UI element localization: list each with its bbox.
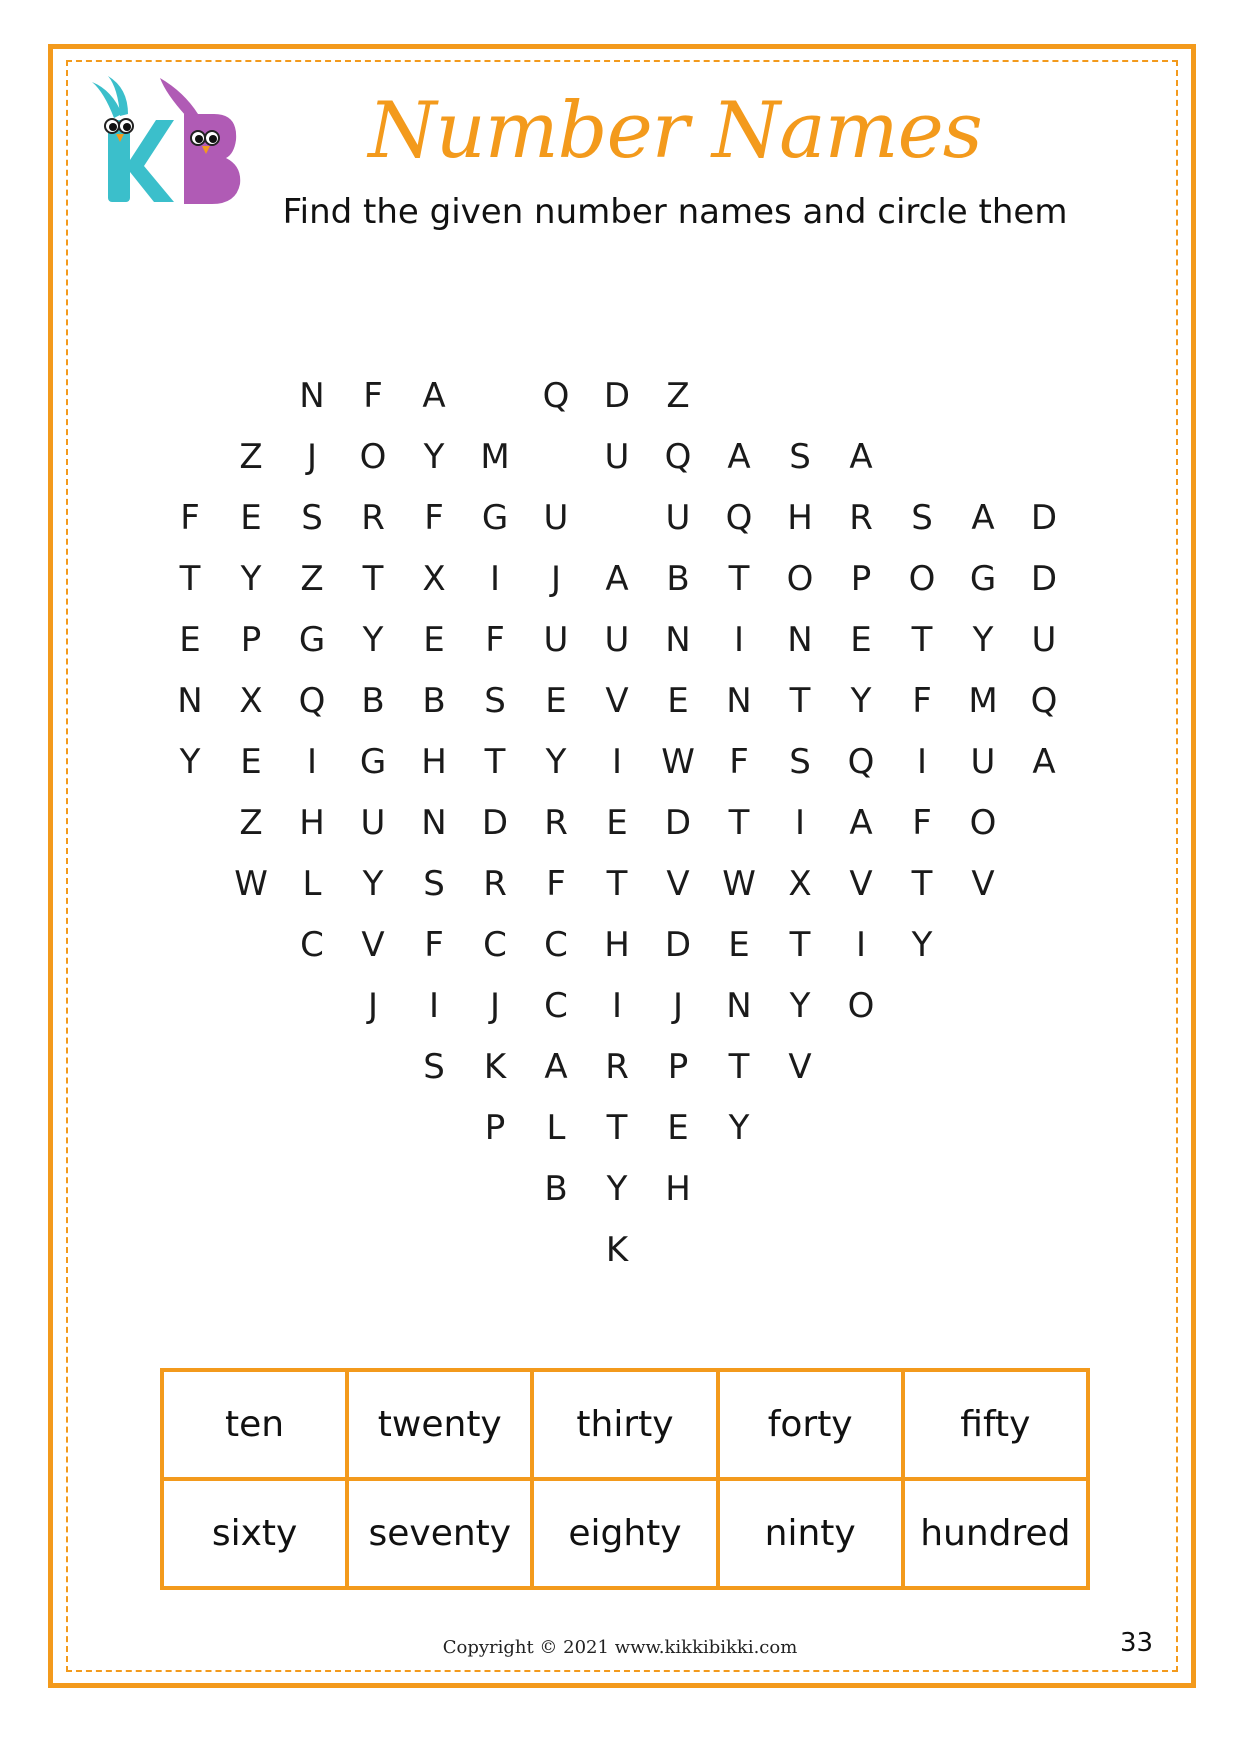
grid-letter: Q [298,681,326,721]
grid-letter: Z [666,376,690,416]
grid-letter: J [672,986,684,1026]
grid-letter: V [849,864,873,904]
grid-letter: I [611,742,623,782]
word-bank-cell: fifty [903,1370,1088,1479]
grid-letter: X [788,864,812,904]
grid-letter: D [1030,498,1058,538]
grid-letter: I [855,925,867,965]
grid-letter: S [911,498,933,538]
grid-letter: C [544,986,568,1026]
grid-letter: B [544,1169,568,1209]
grid-letter: G [969,559,997,599]
grid-letter: P [240,620,262,660]
grid-letter: S [423,1047,445,1087]
grid-letter: I [489,559,501,599]
grid-letter: A [605,559,629,599]
grid-letter: T [728,559,750,599]
grid-letter: Y [728,1108,750,1148]
word-bank-row [162,1370,1088,1479]
grid-letter: L [546,1108,566,1148]
grid-letter: E [240,498,262,538]
grid-letter: F [485,620,505,660]
grid-letter: Q [664,437,692,477]
grid-letter: N [421,803,447,843]
grid-letter: G [359,742,387,782]
grid-letter: J [367,986,379,1026]
grid-letter: I [733,620,745,660]
grid-letter: Y [362,620,384,660]
grid-letter: B [361,681,385,721]
grid-letter: U [543,620,569,660]
grid-letter: A [849,803,873,843]
grid-letter: Y [545,742,567,782]
grid-letter: F [424,925,444,965]
grid-letter: V [666,864,690,904]
grid-letter: J [306,437,318,477]
grid-letter: V [605,681,629,721]
grid-letter: R [849,498,873,538]
grid-letter: C [544,925,568,965]
grid-letter: L [302,864,322,904]
word-bank-cell: thirty [532,1370,717,1479]
grid-letter: M [968,681,998,721]
grid-letter: G [481,498,509,538]
grid-letter: O [359,437,387,477]
grid-letter: F [912,803,932,843]
grid-letter: F [363,376,383,416]
grid-letter: E [606,803,628,843]
grid-letter: I [306,742,318,782]
grid-letter: E [179,620,201,660]
word-bank-table [160,1368,1090,1590]
grid-letter: F [546,864,566,904]
grid-letter: A [849,437,873,477]
grid-letter: T [179,559,201,599]
grid-letter: D [481,803,509,843]
grid-letter: T [728,1047,750,1087]
grid-letter: T [362,559,384,599]
grid-letter: Y [240,559,262,599]
grid-letter: I [916,742,928,782]
grid-letter: P [667,1047,689,1087]
word-bank-row [162,1479,1088,1588]
grid-letter: S [789,742,811,782]
grid-letter: J [489,986,501,1026]
grid-letter: F [180,498,200,538]
grid-letter: Q [725,498,753,538]
grid-letter: K [605,1230,629,1270]
grid-letter: Y [911,925,933,965]
grid-letter: E [667,681,689,721]
grid-letter: E [240,742,262,782]
grid-letter: W [661,742,695,782]
grid-letter: E [667,1108,689,1148]
copyright-text: Copyright © 2021 www.kikkibikki.com [442,1637,798,1658]
grid-letter: B [422,681,446,721]
grid-letter: P [484,1108,506,1148]
grid-letter: R [544,803,568,843]
word-bank-cell: eighty [532,1479,717,1588]
grid-letter: H [604,925,630,965]
grid-letter: U [604,620,630,660]
grid-letter: E [423,620,445,660]
grid-letter: O [908,559,936,599]
grid-letter: N [177,681,203,721]
grid-letter: Y [850,681,872,721]
word-bank-cell: seventy [347,1479,532,1588]
grid-letter: Z [300,559,324,599]
grid-letter: U [970,742,996,782]
grid-letter: B [666,559,690,599]
word-bank-cell: ninty [718,1479,903,1588]
grid-letter: D [1030,559,1058,599]
grid-letter: Y [789,986,811,1026]
grid-letter: H [787,498,813,538]
grid-letter: H [665,1169,691,1209]
grid-letter: Y [972,620,994,660]
grid-letter: U [1031,620,1057,660]
word-bank-cell: forty [718,1370,903,1479]
grid-letter: Z [239,803,263,843]
grid-letter: T [606,864,628,904]
grid-letter: N [665,620,691,660]
grid-letter: R [605,1047,629,1087]
grid-letter: N [787,620,813,660]
grid-letter: S [423,864,445,904]
instruction-text: Find the given number names and circle them [282,192,1068,232]
grid-letter: O [847,986,875,1026]
grid-letter: N [299,376,325,416]
grid-letter: H [421,742,447,782]
grid-letter: I [611,986,623,1026]
grid-letter: P [850,559,872,599]
word-bank-cell: sixty [162,1479,347,1588]
word-bank-cell: twenty [347,1370,532,1479]
grid-letter: E [728,925,750,965]
grid-letter: J [550,559,562,599]
grid-letter: T [728,803,750,843]
grid-letter: W [234,864,268,904]
grid-letter: F [729,742,749,782]
grid-letter: R [361,498,385,538]
grid-letter: U [360,803,386,843]
grid-letter: X [239,681,263,721]
grid-letter: U [604,437,630,477]
grid-letter: E [850,620,872,660]
grid-letter: Q [542,376,570,416]
page-title: Number Names [368,86,982,176]
grid-letter: Y [423,437,445,477]
kb-logo-icon [86,74,246,214]
grid-letter: T [789,681,811,721]
grid-letter: M [480,437,510,477]
grid-letter: A [422,376,446,416]
grid-letter: V [971,864,995,904]
grid-letter: Q [1030,681,1058,721]
grid-letter: G [298,620,326,660]
grid-letter: T [789,925,811,965]
grid-letter: R [483,864,507,904]
grid-letter: T [606,1108,628,1148]
grid-letter: S [789,437,811,477]
grid-letter: U [665,498,691,538]
grid-letter: Y [606,1169,628,1209]
grid-letter: N [726,681,752,721]
grid-letter: K [483,1047,507,1087]
grid-letter: T [911,620,933,660]
grid-letter: C [483,925,507,965]
grid-letter: A [727,437,751,477]
word-bank-cell: hundred [903,1479,1088,1588]
grid-letter: A [1032,742,1056,782]
grid-letter: I [428,986,440,1026]
grid-letter: Z [239,437,263,477]
grid-letter: A [971,498,995,538]
grid-letter: S [301,498,323,538]
grid-letter: S [484,681,506,721]
grid-letter: O [786,559,814,599]
grid-letter: A [544,1047,568,1087]
grid-letter: N [726,986,752,1026]
grid-letter: D [603,376,631,416]
grid-letter: Q [847,742,875,782]
page-number: 33 [1120,1628,1154,1658]
grid-letter: D [664,925,692,965]
grid-letter: E [545,681,567,721]
grid-letter: T [484,742,506,782]
grid-letter: F [424,498,444,538]
grid-letter: F [912,681,932,721]
grid-letter: O [969,803,997,843]
grid-letter: W [722,864,756,904]
grid-letter: U [543,498,569,538]
grid-letter: V [788,1047,812,1087]
grid-letter: H [299,803,325,843]
grid-letter: Y [179,742,201,782]
grid-letter: X [422,559,446,599]
grid-letter: Y [362,864,384,904]
grid-letter: I [794,803,806,843]
grid-letter: C [300,925,324,965]
grid-letter: V [361,925,385,965]
word-bank-cell: ten [162,1370,347,1479]
grid-letter: T [911,864,933,904]
grid-letter: D [664,803,692,843]
